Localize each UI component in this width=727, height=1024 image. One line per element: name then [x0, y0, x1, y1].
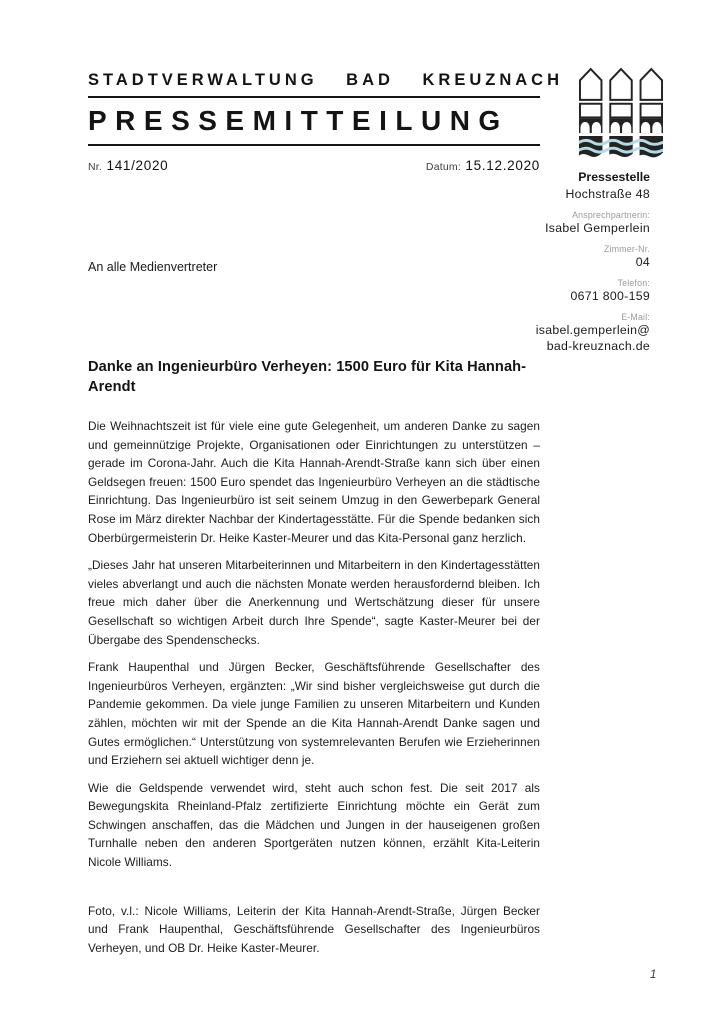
organization-name: STADTVERWALTUNG BAD KREUZNACH	[88, 71, 540, 98]
press-office-street: Hochstraße 48	[565, 187, 650, 201]
phone-value: 0671 800-159	[570, 289, 650, 303]
release-number-label: Nr.	[88, 161, 103, 173]
email-label: E-Mail:	[621, 312, 650, 322]
release-number-value: 141/2020	[106, 158, 169, 173]
bad-kreuznach-logo-icon	[579, 67, 663, 162]
body-paragraph: Frank Haupenthal und Jürgen Becker, Geschäftsführende Gesellschafter des Ingenieurbüros Verheyen, ergänzten: „Wir sind bisher vergleichsweise gut durch die Pandemie gekommen. Da viele junge Familien zu unseren Mitarbeitern und Kunden zählen, möchten wir mit der Spende an die Kita Hannah-Arendt Danke sagen und Gutes ermöglichen.“ Unterstützung von systemrelevanten Berufen wie Erzieherinnen und Erziehern sei aktuell wichtiger denn je.	[88, 660, 540, 768]
contact-person-name: Isabel Gemperlein	[545, 221, 650, 235]
meta-row	[88, 157, 540, 175]
press-release-body	[88, 258, 540, 957]
room-number-label: Zimmer-Nr.	[604, 244, 650, 254]
release-number	[88, 157, 168, 175]
document-type-title: PRESSEMITTEILUNG	[88, 105, 540, 146]
page-number: 1	[650, 969, 657, 981]
email-value-line1: isabel.gemperlein@	[535, 323, 650, 337]
email-value-line2: bad-kreuznach.de	[546, 339, 650, 353]
recipient-line: An alle Medienvertreter	[88, 260, 218, 274]
body-paragraph: Wie die Geldspende verwendet wird, steht auch schon fest. Die seit 2017 als Bewegungskita Rheinland-Pfalz zertifizierte Einrichtung möchte ein Gerät zum Schwingen anschaffen, das die Mädchen und Jungen in der hauseigenen großen Turnhalle neben den anderen Sportgeräten nutzen können, erzählt Kita-Leiterin Nicole Williams.	[88, 780, 540, 870]
press-release-title: Danke an Ingenieurbüro Verheyen: 1500 Euro für Kita Hannah-Arendt	[88, 359, 527, 395]
masthead	[88, 71, 563, 175]
phone-label: Telefon:	[617, 278, 650, 288]
room-number-value: 04	[635, 255, 650, 269]
body-paragraph: Die Weihnachtszeit ist für viele eine gute Gelegenheit, um anderen Danke zu sagen und gemeinnützige Projekte, Organisationen oder Einrichtungen zu unterstützen – gerade im Corona-Jahr. Auch die Kita Hannah-Arendt-Straße kann sich über einen Geldsegen freuen: 1500 Euro spendet das Ingenieurbüro Verheyen an die städtische Einrichtung. Das Ingenieurbüro ist seit seinem Umzug in den Gewerbepark General Rose im März direkter Nachbar der Kindertagesstätte. Für die Spende bedanken sich Oberbürgermeisterin Dr. Heike Kaster-Meurer und das Kita-Personal ganz herzlich.	[88, 419, 540, 545]
release-date-value: 15.12.2020	[465, 158, 540, 173]
press-office-name: Pressestelle	[578, 170, 650, 184]
release-date-label: Datum:	[425, 161, 461, 173]
contact-person-label: Ansprechpartnerin:	[572, 210, 650, 220]
photo-caption: Foto, v.l.: Nicole Williams, Leiterin der Kita Hannah-Arendt-Straße, Jürgen Becker und Frank Haupenthal, Geschäftsführende Gesellschafter des Ingenieurbüros Verheyen, und OB Dr. Heike Kaster-Meurer.	[88, 903, 540, 955]
body-paragraph: „Dieses Jahr hat unseren Mitarbeiterinnen und Mitarbeitern in den Kindertagesstätten vieles abverlangt und auch die nächsten Monate werden herausfordernd bleiben. Ich freue mich daher über die Anerkennung und Wertschätzung dieser für unsere Gesellschaft so wichtigen Arbeit durch Ihre Spende“, sagte Kaster-Meurer bei der Übergabe des Spendenschecks.	[88, 558, 540, 647]
